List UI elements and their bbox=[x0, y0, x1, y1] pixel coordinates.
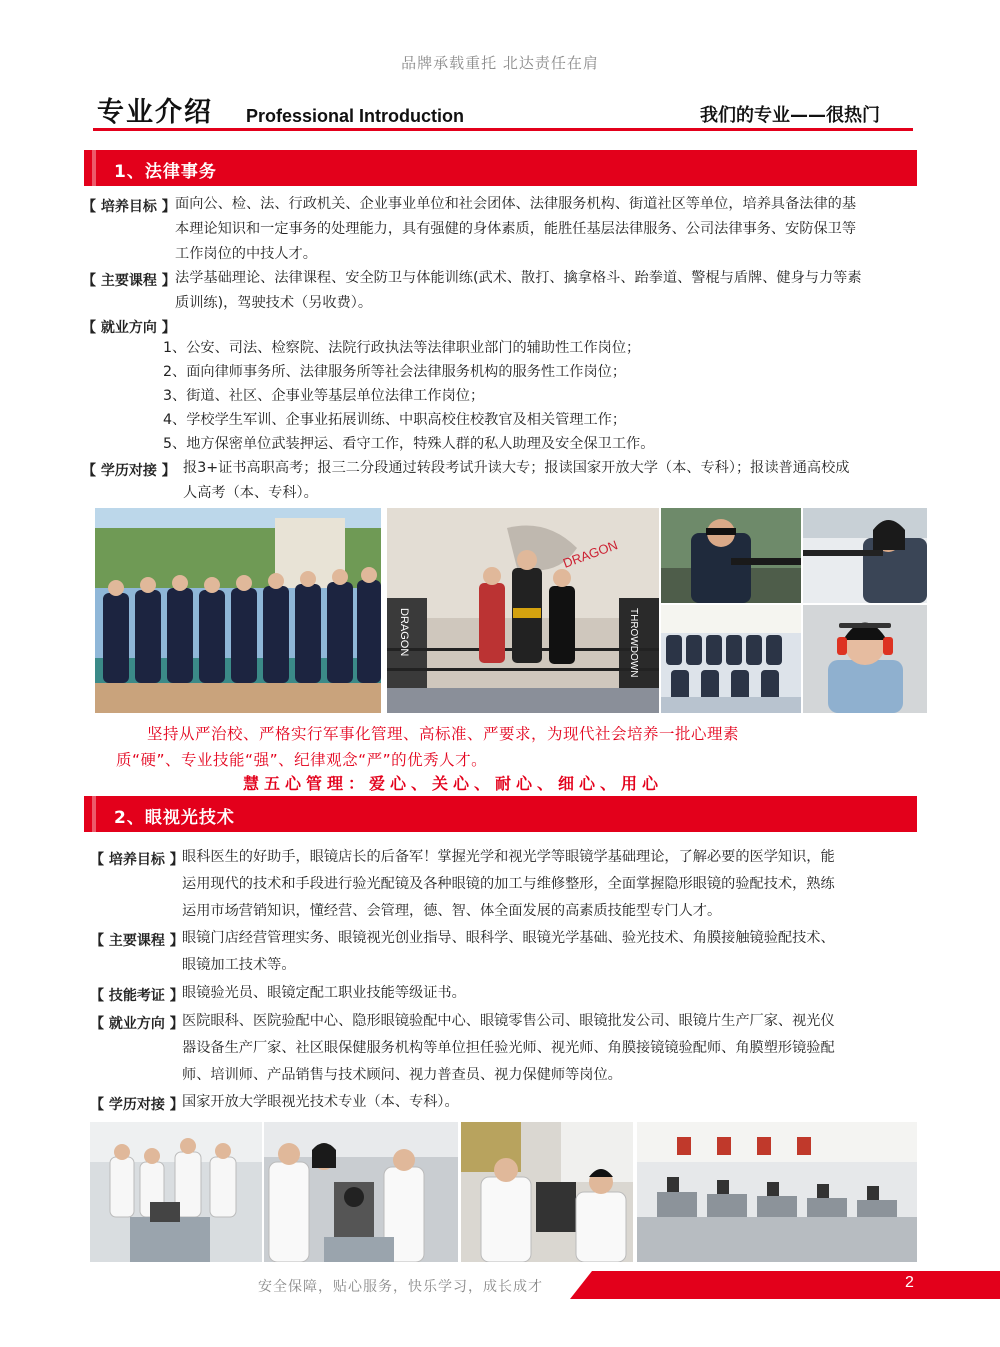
section2-skill-tag: 【 技能考证 】 bbox=[90, 988, 184, 1004]
title-divider bbox=[93, 128, 913, 131]
footer-slogan: 安全保障，贴心服务，快乐学习，成长成才 bbox=[258, 1279, 543, 1295]
section2-title: 2、眼视光技术 bbox=[114, 808, 235, 828]
section1-goal-tag: 【 培养目标 】 bbox=[82, 199, 176, 215]
photo-boxing-ring bbox=[387, 508, 659, 713]
section2-goal-tag: 【 培养目标 】 bbox=[90, 852, 184, 868]
photo-policewoman-headset bbox=[803, 605, 927, 713]
section1-job-item: 5、地方保密单位武装押运、看守工作，特殊人群的私人助理及安全保卫工作。 bbox=[163, 436, 655, 452]
section1-job-item: 2、面向律师事务所、法律服务所等社会法律服务机构的服务性工作岗位； bbox=[163, 364, 627, 380]
section1-red-line: 质“硬”、专业技能“强”、纪律观念“严”的优秀人才。 bbox=[116, 751, 488, 769]
section1-edu-line: 人高考（本、专科）。 bbox=[183, 485, 318, 501]
section2-edu-line: 国家开放大学眼视光技术专业（本、专科）。 bbox=[182, 1094, 459, 1110]
footer-red-bar bbox=[570, 1271, 1000, 1299]
photo-slit-lamp-exam bbox=[264, 1122, 458, 1262]
page-title-cn: 专业介绍 bbox=[97, 97, 213, 128]
section1-course-line: 质训练)，驾驶技术（另收费）。 bbox=[175, 295, 373, 311]
section2-job-tag: 【 就业方向 】 bbox=[90, 1016, 184, 1032]
section2-course-tag: 【 主要课程 】 bbox=[90, 933, 184, 949]
section2-bar-accent bbox=[92, 796, 96, 832]
section1-goal-line: 面向公、检、法、行政机关、企业事业单位和社会团体、法律服务机构、街道社区等单位，培养具备法律的基 bbox=[175, 196, 857, 212]
photo-rifle-woman bbox=[803, 508, 927, 603]
section1-title: 1、法律事务 bbox=[114, 162, 217, 182]
section2-job-line: 师、培训师、产品销售与技术顾问、视力普查员、视力保健师等岗位。 bbox=[182, 1067, 622, 1083]
section1-red-line: 坚持从严治校、严格实行军事化管理、高标准、严要求，为现代社会培养一批心理素 bbox=[147, 725, 740, 743]
page-title-right: 我们的专业——很热门 bbox=[700, 105, 880, 126]
photo-rifle-man bbox=[661, 508, 801, 603]
section1-edu-line: 报3+证书高职高考；报三二分段通过转段考试升读大专；报读国家开放大学（本、专科）；报读普通高校成 bbox=[183, 460, 850, 476]
photo-text-banner-top: DRAGON bbox=[560, 537, 620, 571]
section1-motto: 慧五心管理：爱心、关心、耐心、细心、用心 bbox=[243, 774, 664, 793]
photo-eye-examination bbox=[461, 1122, 633, 1262]
section2-edu-tag: 【 学历对接 】 bbox=[90, 1097, 184, 1113]
section1-bar-accent bbox=[92, 150, 96, 186]
section2-goal-line: 眼科医生的好助手，眼镜店长的后备军！掌握光学和视光学等眼镜学基础理论，了解必要的医学知识，能 bbox=[182, 849, 835, 865]
photo-classroom-uniform bbox=[661, 605, 801, 713]
section1-job-item: 1、公安、司法、检察院、法院行政执法等法律职业部门的辅助性工作岗位； bbox=[163, 340, 641, 356]
section2-header-bar bbox=[84, 796, 917, 832]
page-number: 2 bbox=[905, 1274, 914, 1291]
section2-course-line: 眼镜门店经营管理实务、眼镜视光创业指导、眼科学、眼镜光学基础、验光技术、角膜接触镜验配技术、 bbox=[182, 930, 835, 946]
section1-job-item: 4、学校学生军训、企事业拓展训练、中职高校住校教官及相关管理工作； bbox=[163, 412, 627, 428]
photo-text-banner-left: DRAGON bbox=[398, 608, 410, 657]
page-title-en: Professional Introduction bbox=[246, 106, 465, 126]
photo-optometry-students bbox=[90, 1122, 262, 1262]
section1-header-bar bbox=[84, 150, 917, 186]
section1-job-item: 3、街道、社区、企事业等基层单位法律工作岗位； bbox=[163, 388, 485, 404]
photo-optometry-lab bbox=[637, 1122, 917, 1262]
section2-goal-line: 运用市场营销知识，懂经营、会管理，德、智、体全面发展的高素质技能型专门人才。 bbox=[182, 903, 722, 919]
section1-edu-tag: 【 学历对接 】 bbox=[82, 463, 176, 479]
section2-job-line: 器设备生产厂家、社区眼保健服务机构等单位担任验光师、视光师、角膜接镜镜验配师、角膜塑形镜验配 bbox=[182, 1040, 835, 1056]
photo-text-banner-right: THROWDOWN bbox=[628, 608, 639, 678]
section1-course-line: 法学基础理论、法律课程、安全防卫与体能训练(武术、散打、擒拿格斗、跆拳道、警棍与盾牌、健身与力等素 bbox=[175, 270, 862, 286]
section1-job-tag: 【 就业方向 】 bbox=[82, 320, 176, 336]
section2-course-line: 眼镜加工技术等。 bbox=[182, 957, 296, 973]
section1-goal-line: 本理论知识和一定事务的处理能力，具有强健的身体素质，能胜任基层法律服务、公司法律事务、安防保卫等 bbox=[175, 221, 857, 237]
section1-goal-line: 工作岗位的中技人才。 bbox=[175, 246, 317, 262]
header-slogan: 品牌承载重托 北达责任在肩 bbox=[401, 54, 599, 72]
section1-course-tag: 【 主要课程 】 bbox=[82, 273, 176, 289]
section2-skill-line: 眼镜验光员、眼镜定配工职业技能等级证书。 bbox=[182, 985, 466, 1001]
section2-job-line: 医院眼科、医院验配中心、隐形眼镜验配中心、眼镜零售公司、眼镜批发公司、眼镜片生产厂家、视光仪 bbox=[182, 1013, 835, 1029]
photo-police-salute bbox=[95, 508, 381, 713]
section2-goal-line: 运用现代的技术和手段进行验光配镜及各种眼镜的加工与维修整形，全面掌握隐形眼镜的验配技术，熟练 bbox=[182, 876, 835, 892]
